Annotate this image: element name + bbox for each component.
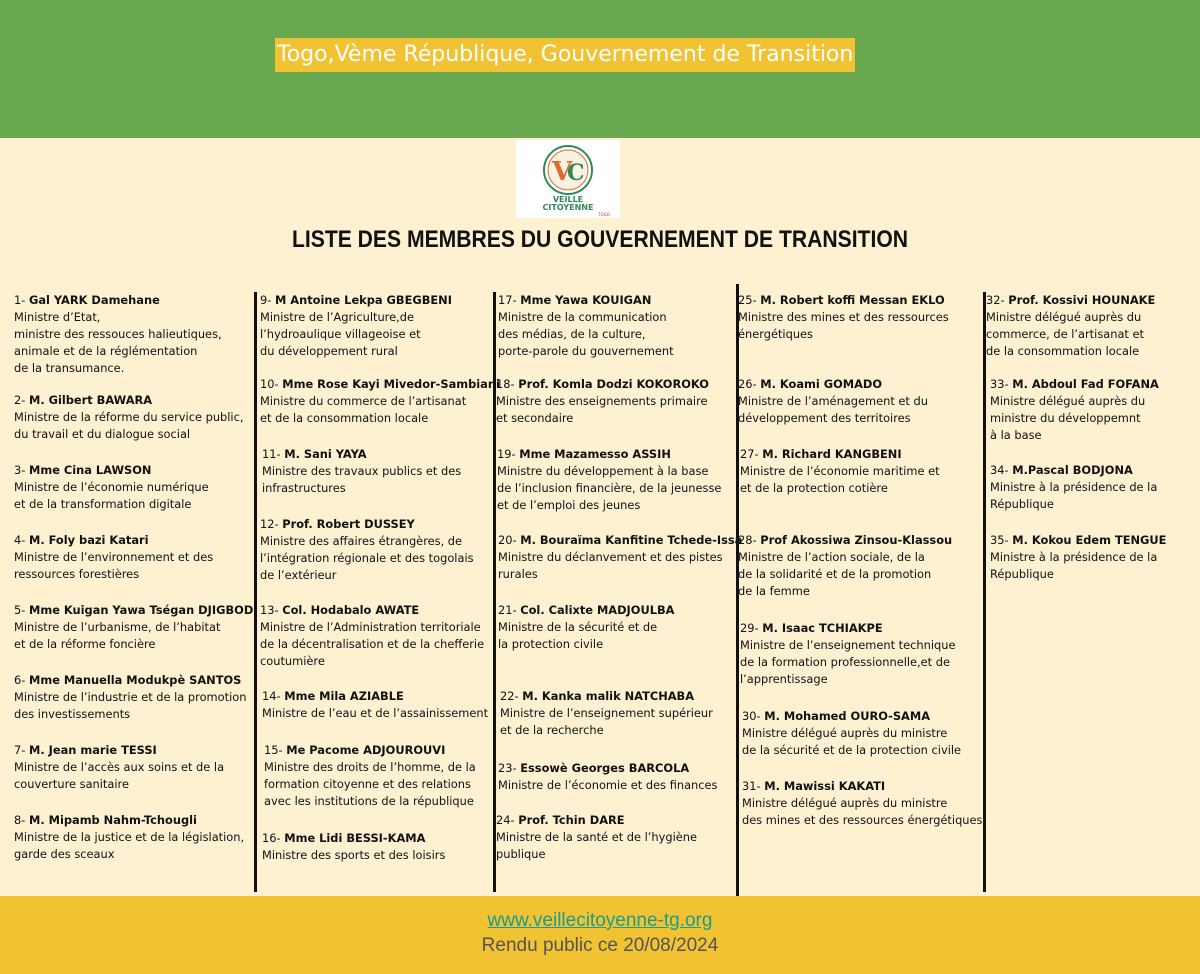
member-name — [740, 620, 955, 637]
member-name-text: M. Jean marie TESSI — [28, 743, 157, 757]
member-role: Ministre à la présidence de la République — [990, 480, 1158, 511]
member-name-text: M. Richard KANGBENI — [762, 447, 902, 461]
member-name-text: M. Mipamb Nahm-Tchougli — [28, 813, 197, 827]
member-name-text: Prof Akossiwa Zinsou-Klassou — [760, 533, 953, 547]
member-role: Ministre des affaires étrangères, de l’intégration régionale et des togolais de l’extérieur — [260, 534, 474, 582]
member-name-text: Me Pacome ADJOUROUVI — [286, 743, 446, 757]
member-number: 24- — [496, 813, 519, 827]
member-role: Ministre des sports et des loisirs — [262, 848, 446, 862]
member-entry — [986, 292, 1155, 360]
member-name — [260, 292, 452, 309]
member-number: 32- — [986, 293, 1009, 307]
member-role: Ministre de l’enseignement technique de la formation professionnelle,et de l’apprentissage — [740, 638, 956, 686]
page-title: LISTE DES MEMBRES DU GOUVERNEMENT DE TRANSITION — [291, 226, 909, 253]
member-name — [497, 446, 721, 463]
member-entry — [260, 516, 474, 584]
member-name-text: Mme Lidi BESSI-KAMA — [284, 831, 426, 845]
member-entry — [738, 292, 949, 343]
member-role: Ministre délégué auprès du ministre du développemnt à la base — [990, 394, 1146, 442]
member-name-text: Gal YARK Damehane — [28, 293, 160, 307]
member-entry — [742, 708, 961, 759]
member-name-text: Prof. Komla Dodzi KOKOROKO — [518, 377, 709, 391]
member-name — [260, 602, 484, 619]
member-number: 1- — [14, 293, 29, 307]
member-role: Ministre du déclanvement et des pistes rurales — [498, 550, 723, 581]
member-name-text: Prof. Robert DUSSEY — [282, 517, 415, 531]
member-number: 28- — [738, 533, 761, 547]
member-number: 26- — [738, 377, 761, 391]
member-number: 21- — [498, 603, 521, 617]
member-role: Ministre des droits de l’homme, de la formation citoyenne et des relations avec les institutions de la république — [264, 760, 476, 808]
member-name — [498, 760, 718, 777]
member-entry — [498, 532, 742, 583]
member-name — [498, 532, 742, 549]
member-name-text: M. Mawissi KAKATI — [764, 779, 886, 793]
member-number: 4- — [14, 533, 29, 547]
member-entry — [14, 812, 244, 863]
member-name-text: M. Bouraïma Kanfitine Tchede-Issa — [520, 533, 743, 547]
member-name-text: Col. Hodabalo AWATE — [282, 603, 420, 617]
member-role: Ministre de l’action sociale, de la de la solidarité et de la promotion de la femme — [738, 550, 932, 598]
column-divider — [254, 292, 257, 892]
member-number: 23- — [498, 761, 521, 775]
member-role: Ministre du développement à la base de l’inclusion financière, de la jeunesse et de l’emploi des jeunes — [497, 464, 722, 512]
member-name — [990, 376, 1159, 393]
member-role: Ministre du commerce de l’artisanat et de la consommation locale — [260, 394, 467, 425]
member-role: Ministre de l’environnement et des ressources forestières — [14, 550, 214, 581]
member-number: 33- — [990, 377, 1013, 391]
member-name — [14, 742, 224, 759]
member-entry — [738, 376, 928, 427]
member-name — [14, 292, 222, 309]
member-entry — [740, 620, 955, 688]
member-number: 31- — [742, 779, 765, 793]
member-entry — [14, 742, 224, 793]
member-number: 34- — [990, 463, 1013, 477]
member-role: Ministre de la sécurité et de la protection civile — [498, 620, 658, 651]
member-name — [498, 292, 674, 309]
member-name — [496, 376, 709, 393]
member-name — [260, 376, 500, 393]
member-role: Ministre de l’industrie et de la promotion des investissements — [14, 690, 247, 721]
member-name — [738, 376, 928, 393]
member-name-text: M. Kokou Edem TENGUE — [1012, 533, 1167, 547]
member-role: Ministre des travaux publics et des infrastructures — [262, 464, 462, 495]
member-entry — [262, 446, 461, 497]
release-date: Rendu public ce 20/08/2024 — [481, 935, 719, 956]
member-entry — [990, 532, 1166, 583]
member-entry — [498, 760, 718, 794]
member-name-text: M. Kanka malik NATCHABA — [522, 689, 695, 703]
member-name-text: M. Gilbert BAWARA — [28, 393, 153, 407]
member-name-text: M. Sani YAYA — [284, 447, 367, 461]
member-number: 5- — [14, 603, 29, 617]
member-entry — [498, 292, 674, 360]
member-number: 29- — [740, 621, 763, 635]
column-divider — [983, 292, 986, 892]
member-name — [742, 708, 961, 725]
member-name-text: Prof. Kossivi HOUNAKE — [1008, 293, 1156, 307]
member-role: Ministre d’Etat, ministre des ressouces halieutiques, animale et de la réglémentation de la transumance. — [14, 310, 222, 375]
member-name — [14, 392, 243, 409]
member-entry — [260, 376, 500, 427]
member-name — [990, 532, 1166, 549]
member-role: Ministre de l’économie numérique et de la transformation digitale — [14, 480, 209, 511]
member-number: 9- — [260, 293, 275, 307]
member-entry — [260, 292, 452, 360]
member-name-text: M.Pascal BODJONA — [1012, 463, 1133, 477]
member-name-text: Mme Cina LAWSON — [28, 463, 152, 477]
member-entry — [497, 446, 721, 514]
member-number: 35- — [990, 533, 1013, 547]
member-entry — [14, 392, 243, 443]
member-name-text: M. Robert koffi Messan EKLO — [760, 293, 945, 307]
member-number: 7- — [14, 743, 29, 757]
member-name — [742, 778, 982, 795]
member-name — [260, 516, 474, 533]
member-name — [986, 292, 1155, 309]
member-entry — [262, 830, 445, 864]
member-name-text: M. Koami GOMADO — [760, 377, 883, 391]
member-number: 16- — [262, 831, 285, 845]
member-name — [262, 688, 488, 705]
member-name-text: M. Foly bazi Katari — [28, 533, 149, 547]
svg-text:C: C — [567, 160, 585, 186]
svg-text:V: V — [552, 157, 573, 187]
member-role: Ministre de l’économie maritime et et de la protection cotière — [740, 464, 940, 495]
member-number: 27- — [740, 447, 763, 461]
member-name — [264, 742, 476, 759]
member-number: 3- — [14, 463, 29, 477]
member-name-text: Col. Calixte MADJOULBA — [520, 603, 675, 617]
member-name — [14, 602, 258, 619]
member-role: Ministre des enseignements primaire et secondaire — [496, 394, 708, 425]
member-name-text: Mme Manuella Modukpè SANTOS — [28, 673, 242, 687]
member-entry — [14, 602, 258, 653]
member-name-text: Mme Rose Kayi Mivedor-Sambiani — [282, 377, 500, 391]
member-number: 2- — [14, 393, 29, 407]
member-name — [990, 462, 1157, 479]
member-name-text: Mme Mila AZIABLE — [284, 689, 404, 703]
member-number: 25- — [738, 293, 761, 307]
member-number: 17- — [498, 293, 521, 307]
member-name — [14, 532, 213, 549]
member-name-text: M. Mohamed OURO-SAMA — [764, 709, 931, 723]
member-role: Ministre délégué auprès du commerce, de l’artisanat et de la consommation locale — [986, 310, 1144, 358]
member-role: Ministre de la réforme du service public, du travail et du dialogue social — [14, 410, 244, 441]
member-name — [738, 532, 952, 549]
member-name — [500, 688, 713, 705]
member-entry — [496, 376, 709, 427]
member-role: Ministre des mines et des ressources énergétiques — [738, 310, 949, 341]
member-role: Ministre à la présidence de la République — [990, 550, 1158, 581]
member-entry — [500, 688, 713, 739]
member-entry — [14, 292, 222, 377]
member-name — [496, 812, 697, 829]
member-number: 30- — [742, 709, 765, 723]
member-number: 22- — [500, 689, 523, 703]
member-name-text: M. Isaac TCHIAKPE — [762, 621, 883, 635]
member-name — [14, 672, 246, 689]
member-role: Ministre de l’aménagement et du développement des territoires — [738, 394, 928, 425]
member-name — [498, 602, 675, 619]
member-entry — [260, 602, 484, 670]
member-name — [740, 446, 940, 463]
member-number: 10- — [260, 377, 283, 391]
member-name — [262, 830, 445, 847]
member-name-text: Essowè Georges BARCOLA — [520, 761, 690, 775]
member-role: Ministre de l’économie et des finances — [498, 778, 718, 792]
member-role: Ministre de la santé et de l’hygiène publique — [496, 830, 698, 861]
veille-citoyenne-logo — [516, 140, 620, 218]
member-entry — [742, 778, 982, 829]
member-name-text: Prof. Tchin DARE — [518, 813, 625, 827]
member-role: Ministre de l’Agriculture,de l’hydroaulique villageoise et du développement rural — [260, 310, 421, 358]
member-entry — [498, 602, 675, 653]
member-role: Ministre de la justice et de la législation, garde des sceaux — [14, 830, 245, 861]
member-number: 15- — [264, 743, 287, 757]
member-entry — [14, 532, 213, 583]
member-role: Ministre de la communication des médias, de la culture, porte-parole du gouvernement — [498, 310, 674, 358]
member-name-text: Mme Mazamesso ASSIH — [519, 447, 671, 461]
member-entry — [14, 672, 246, 723]
member-role: Ministre de l’enseignement supérieur et de la recherche — [500, 706, 713, 737]
member-name-text: Mme Yawa KOUIGAN — [520, 293, 652, 307]
website-link[interactable]: www.veillecitoyenne-tg.org — [487, 910, 713, 931]
member-number: 18- — [496, 377, 519, 391]
member-number: 14- — [262, 689, 285, 703]
header-title: Togo,Vème République, Gouvernement de Transition — [275, 38, 855, 72]
svg-text:VEILLE: VEILLE — [552, 195, 584, 204]
member-entry — [14, 462, 209, 513]
member-name-text: Mme Kuigan Yawa Tségan DJIGBODI — [28, 603, 258, 617]
svg-text:CITOYENNE: CITOYENNE — [542, 203, 594, 212]
member-role: Ministre de l’Administration territoriale de la décentralisation et de la chefferie coutumière — [260, 620, 485, 668]
member-role: Ministre de l’eau et de l’assainissement — [262, 706, 489, 720]
member-name — [14, 812, 244, 829]
member-entry — [990, 376, 1159, 444]
member-name-text: M Antoine Lekpa GBEGBENI — [274, 293, 452, 307]
member-number: 8- — [14, 813, 29, 827]
member-name — [738, 292, 949, 309]
member-number: 13- — [260, 603, 283, 617]
member-name-text: M. Abdoul Fad FOFANA — [1012, 377, 1159, 391]
member-number: 11- — [262, 447, 285, 461]
member-entry — [990, 462, 1157, 513]
member-name — [14, 462, 209, 479]
member-entry — [262, 688, 488, 722]
member-number: 12- — [260, 517, 283, 531]
member-number: 20- — [498, 533, 521, 547]
member-entry — [738, 532, 952, 600]
member-role: Ministre délégué auprès du ministre de la sécurité et de la protection civile — [742, 726, 962, 757]
member-role: Ministre de l’urbanisme, de l’habitat et de la réforme foncière — [14, 620, 221, 651]
member-entry — [740, 446, 940, 497]
member-role: Ministre de l’accès aux soins et de la couverture sanitaire — [14, 760, 225, 791]
member-number: 6- — [14, 673, 29, 687]
member-entry — [264, 742, 476, 810]
member-entry — [496, 812, 697, 863]
member-role: Ministre délégué auprès du ministre des mines et des ressources énergétiques — [742, 796, 983, 827]
member-name — [262, 446, 461, 463]
svg-text:TOGO: TOGO — [598, 212, 610, 217]
member-number: 19- — [497, 447, 520, 461]
